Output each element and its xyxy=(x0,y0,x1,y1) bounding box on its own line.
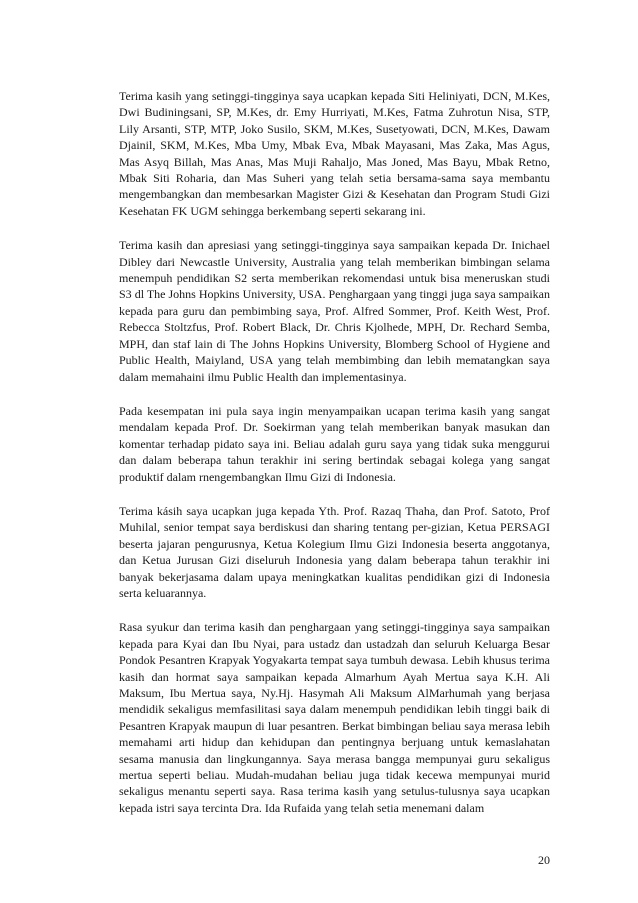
page-number: 20 xyxy=(538,853,550,867)
page-body xyxy=(119,88,550,834)
paragraph-acknowledgement-staff: Terima kasih yang setinggi-tingginya saya ucapkan kepada Siti Heliniyati, DCN, M.Kes, Dwi Budiningsani, SP, M.Kes, dr. Emy Hurriyati, M.Kes, Fatma Zuhrotun Nisa, STP, Lily Arsanti, STP, MTP, Joko Susilo, SKM, M.Kes, Susetyowati, DCN, M.Kes, Dawam Djainil, SKM, M.Kes, Mba Umy, Mbak Eva, Mbak Mayasani, Mas Zaka, Mas Agus, Mas Asyq Billah, Mas Anas, Mas Muji Rahaljo, Mas Joned, Mas Bayu, Mbak Retno, Mbak Siti Roharia, dan Mas Suheri yang telah setia bersama-sama saya membantu mengembangkan dan membesarkan Magister Gizi & Kesehatan dan Program Studi Gizi Kesehatan FK UGM sehingga berkembang seperti sekarang ini. xyxy=(119,89,550,218)
paragraph-acknowledgement-colleagues: Terima kásih saya ucapkan juga kepada Yth. Prof. Razaq Thaha, dan Prof. Satoto, Prof Muhilal, senior tempat saya berdiskusi dan sharing tentang per-gizian, Ketua PERSAGI beserta jajaran pengurusnya, Ketua Kolegium Ilmu Gizi Indonesia beserta anggotanya, dan Ketua Jurusan Gizi diseluruh Indonesia yang dalam beberapa tahun terakhir ini banyak bekerjasama dalam upaya meningkatkan kualitas pendidikan gizi di Indonesia serta keluarannya. xyxy=(119,503,550,600)
paragraph-acknowledgement-supervisors: Terima kasih dan apresiasi yang setinggi-tingginya saya sampaikan kepada Dr. Inichael Dibley dari Newcastle University, Australia yang telah memberikan bimbingan selama menempuh pendidikan S2 serta memberikan rekomendasi untuk bisa meneruskan studi S3 dl The Johns Hopkins University, USA. Penghargaan yang tinggi juga saya sampaikan kepada para guru dan pembimbing saya, Prof. Alfred Sommer, Prof. Keith West, Prof. Rebecca Stoltzfus, Prof. Robert Black, Dr. Chris Kjolhede, MPH, Dr. Rechard Semba, MPH, dan staf lain di The Johns Hopkins University, Blomberg School of Hygiene and Public Health, Maiyland, USA yang telah membimbing dan lebih mematangkan saya dalam memahaini ilmu Public Health dan implementasinya. xyxy=(119,238,550,384)
paragraph-acknowledgement-family: Rasa syukur dan terima kasih dan penghargaan yang setinggi-tingginya saya sampaikan kepada para Kyai dan Ibu Nyai, para ustadz dan ustadzah dan seluruh Keluarga Besar Pondok Pesantren Krapyak Yogyakarta tempat saya tumbuh dewasa. Lebih khusus terima kasih dan hormat saya sampaikan kepada Almarhum Ayah Mertua saya K.H. Ali Maksum, Ibu Mertua saya, Ny.Hj. Hasymah Ali Maksum AlMarhumah yang berjasa mendidik sekaligus memfasilitasi saya dalam menempuh pendidikan lebih tinggi baik di Pesantren Krapyak maupun di luar pesantren. Berkat bimbingan beliau saya merasa lebih memahami arti hidup dan kehidupan dan pentingnya berjuang untuk kemaslahatan sesama manusia dan lingkungannya. Saya merasa bangga mempunyai guru sekaligus mertua seperti beliau. Mudah-mudahan beliau juga tidak kecewa mempunyai murid sekaligus menantu seperti saya. Rasa terima kasih yang setulus-tulusnya saya ucapkan kepada istri saya tercinta Dra. Ida Rufaida yang telah setia menemani dalam xyxy=(119,620,550,815)
paragraph-acknowledgement-soekirman: Pada kesempatan ini pula saya ingin menyampaikan ucapan terima kasih yang sangat mendalam kepada Prof. Dr. Soekirman yang telah memberikan banyak masukan dan komentar terhadap pidato saya ini. Beliau adalah guru saya yang tidak suka menggurui dan dalam beberapa tahun terakhir ini sering bertindak sebagai kolega yang sangat produktif dalam rnengembangkan Ilmu Gizi di Indonesia. xyxy=(119,403,550,484)
